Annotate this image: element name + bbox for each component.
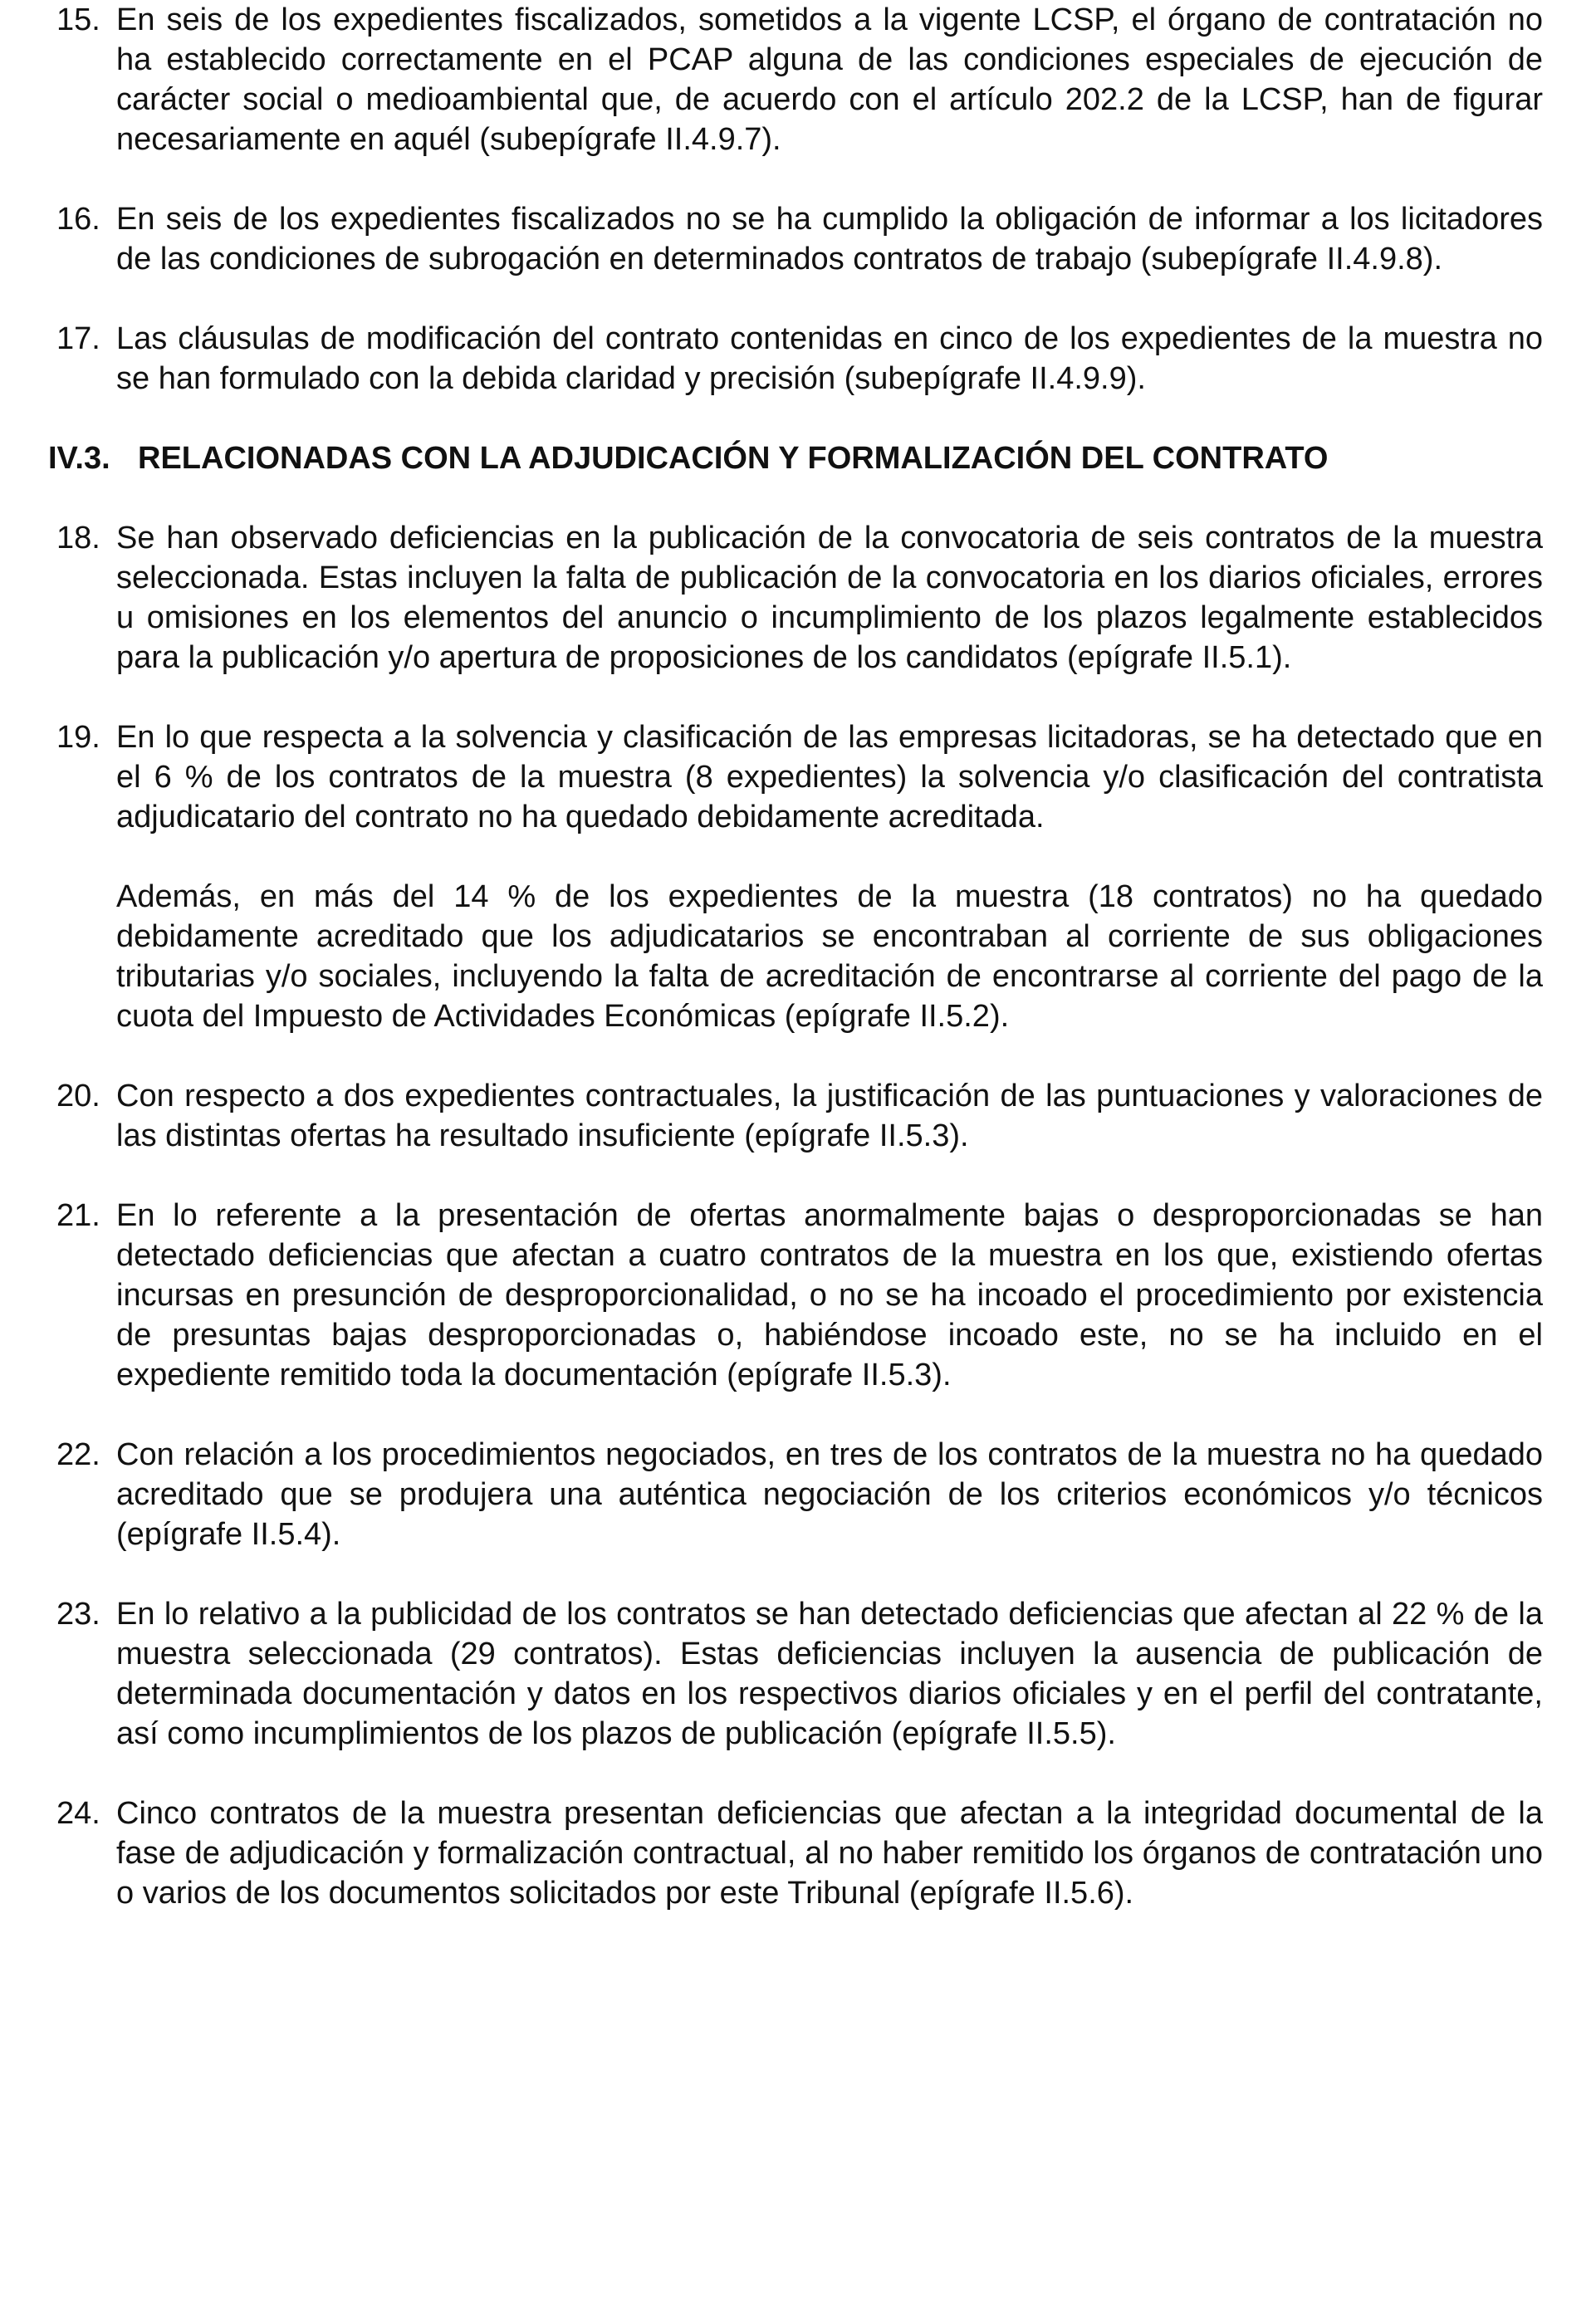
item-body	[116, 1196, 1543, 1395]
item-number: 23.	[56, 1597, 100, 1632]
item-paragraph: Se han observado deficiencias en la publicación de la convocatoria de seis contratos de la muestra seleccionada. Estas incluyen la falta de publicación de la convocatoria en los diarios oficiales, errores u omisiones en los elementos del anuncio o incumplimiento de los plazos legalmente establecidos para la publicación y/o apertura de proposiciones de los candidatos (epígrafe II.5.1).	[116, 521, 1543, 675]
item-number: 22.	[56, 1437, 100, 1472]
finding-item-17	[56, 319, 1543, 399]
item-number: 20.	[56, 1079, 100, 1113]
finding-item-24	[56, 1794, 1543, 1913]
item-body	[116, 1076, 1543, 1156]
item-number: 19.	[56, 720, 100, 755]
item-body	[116, 199, 1543, 279]
item-body	[116, 0, 1543, 159]
finding-item-18	[56, 518, 1543, 678]
item-body	[116, 1594, 1543, 1754]
item-body	[116, 319, 1543, 399]
item-paragraph: En seis de los expedientes fiscalizados no se ha cumplido la obligación de informar a los licitadores de las condiciones de subrogación en determinados contratos de trabajo (subepígrafe II.4.9.8).	[116, 202, 1543, 277]
item-number: 16.	[56, 202, 100, 237]
item-paragraph: En lo que respecta a la solvencia y clasificación de las empresas licitadoras, se ha detectado que en el 6 % de los contratos de la muestra (8 expedientes) la solvencia y/o clasificación del contratista adjudicatario del contrato no ha quedado debidamente acreditada.	[116, 720, 1543, 834]
finding-item-22	[56, 1435, 1543, 1554]
item-paragraph: Con respecto a dos expedientes contractuales, la justificación de las puntuaciones y valoraciones de las distintas ofertas ha resultado insuficiente (epígrafe II.5.3).	[116, 1079, 1543, 1153]
section-number: IV.3.	[48, 441, 110, 476]
item-number: 21.	[56, 1198, 100, 1233]
item-body	[116, 1435, 1543, 1554]
finding-item-21	[56, 1196, 1543, 1395]
finding-item-16	[56, 199, 1543, 279]
item-body	[116, 717, 1543, 1036]
item-paragraph: En lo relativo a la publicidad de los contratos se han detectado deficiencias que afectan al 22 % de la muestra seleccionada (29 contratos). Estas deficiencias incluyen la ausencia de publicación de determinada documentación y datos en los respectivos diarios oficiales y en el perfil del contratante, así como incumplimientos de los plazos de publicación (epígrafe II.5.5).	[116, 1597, 1543, 1751]
item-body	[116, 518, 1543, 678]
item-number: 18.	[56, 521, 100, 555]
finding-item-23	[56, 1594, 1543, 1754]
item-paragraph: Cinco contratos de la muestra presentan deficiencias que afectan a la integridad documental de la fase de adjudicación y formalización contractual, al no haber remitido los órganos de contratación uno o varios de los documentos solicitados por este Tribunal (epígrafe II.5.6).	[116, 1796, 1543, 1911]
section-heading	[48, 438, 1543, 478]
item-number: 17.	[56, 321, 100, 356]
item-paragraph: Además, en más del 14 % de los expedientes de la muestra (18 contratos) no ha quedado debidamente acreditado que los adjudicatarios se encontraban al corriente de sus obligaciones tributarias y/o sociales, incluyendo la falta de acreditación de encontrarse al corriente del pago de la cuota del Impuesto de Actividades Económicas (epígrafe II.5.2).	[116, 879, 1543, 1034]
item-paragraph: Las cláusulas de modificación del contrato contenidas en cinco de los expedientes de la muestra no se han formulado con la debida claridad y precisión (subepígrafe II.4.9.9).	[116, 321, 1543, 396]
item-number: 15.	[56, 2, 100, 37]
item-paragraph: En lo referente a la presentación de ofertas anormalmente bajas o desproporcionadas se han detectado deficiencias que afectan a cuatro contratos de la muestra en los que, existiendo ofertas incursas en presunción de desproporcionalidad, o no se ha incoado el procedimiento por existencia de presuntas bajas desproporcionadas o, habiéndose incoado este, no se ha incluido en el expediente remitido toda la documentación (epígrafe II.5.3).	[116, 1198, 1543, 1392]
item-paragraph: Con relación a los procedimientos negociados, en tres de los contratos de la muestra no ha quedado acreditado que se produjera una auténtica negociación de los criterios económicos y/o técnicos (epígrafe II.5.4).	[116, 1437, 1543, 1552]
findings-list	[48, 0, 1543, 1953]
finding-item-15	[56, 0, 1543, 159]
finding-item-19	[56, 717, 1543, 1036]
item-number: 24.	[56, 1796, 100, 1831]
item-paragraph: En seis de los expedientes fiscalizados, sometidos a la vigente LCSP, el órgano de contratación no ha establecido correctamente en el PCAP alguna de las condiciones especiales de ejecución de carácter social o medioambiental que, de acuerdo con el artículo 202.2 de la LCSP, han de figurar necesariamente en aquél (subepígrafe II.4.9.7).	[116, 2, 1543, 157]
finding-item-20	[56, 1076, 1543, 1156]
item-body	[116, 1794, 1543, 1913]
section-title: RELACIONADAS CON LA ADJUDICACIÓN Y FORMALIZACIÓN DEL CONTRATO	[138, 441, 1329, 476]
